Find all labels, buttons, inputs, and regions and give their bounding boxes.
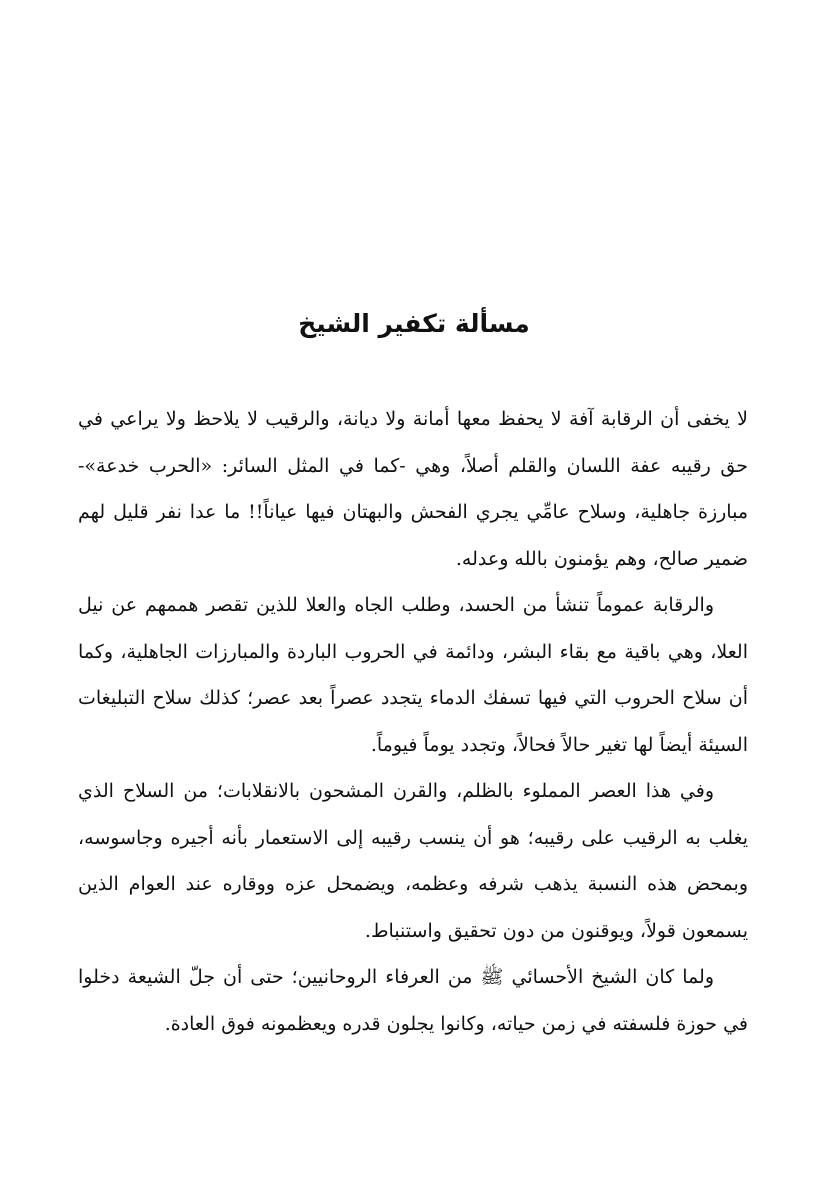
paragraph-4: ولما كان الشيخ الأحسائي ﷺ من العرفاء الروحانيين؛ حتى أن جلّ الشيعة دخلوا في حوزة فلسفته في زمن حياته، وكانوا يجلون قدره ويعظمونه فوق العادة.: [78, 966, 748, 1035]
page-title: مسألة تكفير الشيخ: [298, 309, 530, 338]
paragraph-3: وفي هذا العصر المملوء بالظلم، والقرن المشحون بالانقلابات؛ من السلاح الذي يغلب به الرقيب على رقيبه؛ هو أن ينسب رقيبه إلى الاستعمار بأنه أجيره وجاسوسه، وبمحض هذه النسبة يذهب شرفه وعظمه، ويضمحل عزه ووقاره عند العوام الذين يسمعون قولاً، ويوقنون من دون تحقيق واستنباط.: [78, 780, 748, 942]
paragraph-1: لا يخفى أن الرقابة آفة لا يحفظ معها أمانة ولا ديانة، والرقيب لا يلاحظ ولا يراعي في حق رقيبه عفة اللسان والقلم أصلاً، وهي -كما في المثل السائر: «الحرب خدعة»- مبارزة جاهلية، وسلاح عامِّي يجري الفحش والبهتان فيها عياناً!! ما عدا نفر قليل لهم ضمير صالح، وهم يؤمنون بالله وعدله.: [78, 408, 748, 570]
body-text: [78, 396, 748, 1047]
paragraph-2: والرقابة عموماً تنشأ من الحسد، وطلب الجاه والعلا للذين تقصر هممهم عن نيل العلا، وهي باقية مع بقاء البشر، ودائمة في الحروب الباردة والمبارزات الجاهلية، وكما أن سلاح الحروب التي فيها تسفك الدماء يتجدد عصراً بعد عصر؛ كذلك سلاح التبليغات السيئة أيضاً لها تغير حالاً فحالاً، وتجدد يوماً فيوماً.: [78, 594, 748, 756]
